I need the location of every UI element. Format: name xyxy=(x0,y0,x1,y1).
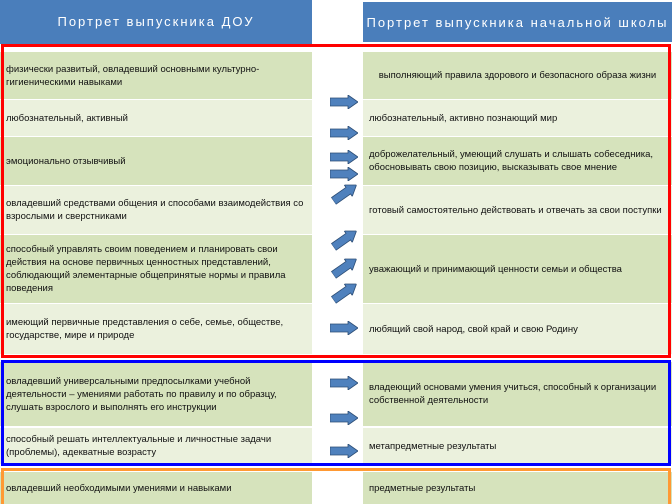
left-column-header: Портрет выпускника ДОУ xyxy=(0,0,312,44)
dou-trait-ideas: имеющий первичные представления о себе, семье, обществе, государстве, мире и природе xyxy=(0,304,312,354)
arrow-right-icon xyxy=(330,167,358,181)
school-trait-learning-skills: владеющий основами умения учиться, способный к организации собственной деятельности xyxy=(363,362,672,426)
school-trait-independent: готовый самостоятельно действовать и отвечать за свои поступки xyxy=(363,186,672,234)
dou-trait-curious: любознательный, активный xyxy=(0,100,312,136)
dou-trait-physical: физически развитый, овладевший основными культурно-гигиеническими навыками xyxy=(0,52,312,99)
dou-trait-skills: овладевший необходимыми умениями и навыками xyxy=(0,472,312,504)
dou-trait-behavior: способный управлять своим поведением и планировать свои действия на основе первичных ценностных представлений, соблюдающий элементарные общепринятые нормы и правила поведения xyxy=(0,235,312,303)
arrow-up-right-icon xyxy=(330,225,361,253)
school-trait-friendly: доброжелательный, умеющий слушать и слышать собеседника, обосновывать свою позицию, высказывать свое мнение xyxy=(363,137,672,185)
dou-trait-learning-prerequisites: овладевший универсальными предпосылками учебной деятельности – умениями работать по правилу и по образцу, слушать взрослого и выполнять его инструкции xyxy=(0,362,312,426)
dou-trait-communication: овладевший средствами общения и способами взаимодействия со взрослыми и сверстниками xyxy=(0,186,312,234)
arrow-right-icon xyxy=(330,411,358,425)
school-subject-results: предметные результаты xyxy=(363,472,672,504)
school-trait-homeland: любящий свой народ, свой край и свою Родину xyxy=(363,304,672,354)
arrow-right-icon xyxy=(330,376,358,390)
arrow-up-right-icon xyxy=(330,278,361,306)
arrow-right-icon xyxy=(330,95,358,109)
arrow-up-right-icon xyxy=(330,179,361,207)
school-trait-values: уважающий и принимающий ценности семьи и общества xyxy=(363,235,672,303)
school-metasubject-results: метапредметные результаты xyxy=(363,428,672,464)
dou-trait-emotional: эмоционально отзывчивый xyxy=(0,137,312,185)
school-trait-healthy: выполняющий правила здорового и безопасного образа жизни xyxy=(363,52,672,99)
right-column-header: Портрет выпускника начальной школы xyxy=(363,2,672,42)
arrow-right-icon xyxy=(330,150,358,164)
school-trait-curious: любознательный, активно познающий мир xyxy=(363,100,672,136)
arrow-right-icon xyxy=(330,126,358,140)
dou-trait-problem-solving: способный решать интеллектуальные и личностные задачи (проблемы), адекватные возрасту xyxy=(0,428,312,464)
arrow-up-right-icon xyxy=(330,253,361,281)
arrow-right-icon xyxy=(330,444,358,458)
arrow-right-icon xyxy=(330,321,358,335)
